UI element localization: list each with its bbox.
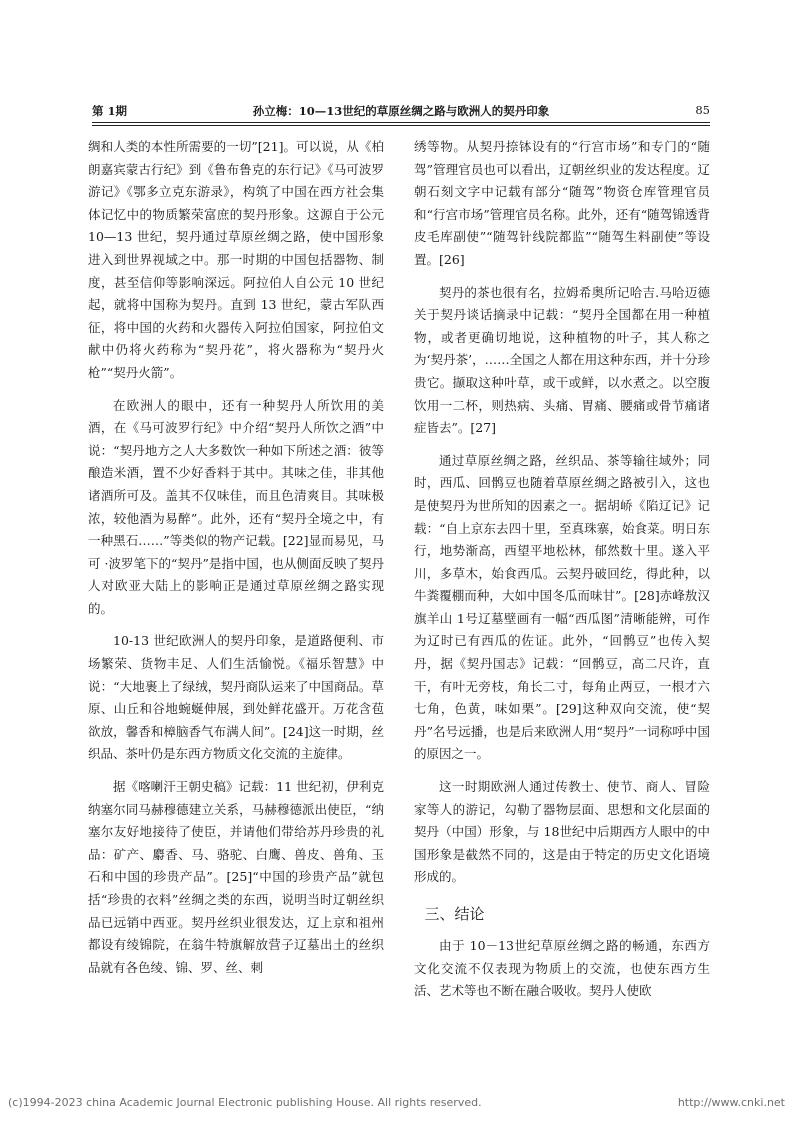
left-column — [88, 136, 384, 979]
section-heading-conclusion: 三、结论 — [424, 905, 485, 923]
page-number: 85 — [695, 103, 710, 117]
footer-url: http://www.cnki.net — [677, 1096, 785, 1109]
issue-label: 第 1期 — [92, 104, 128, 118]
copyright-notice: (c)1994-2023 china Academic Journal Electronic publishing House. All rights reserved. — [8, 1096, 482, 1109]
paragraph: 据《喀喇汗王朝史稿》记载：11 世纪初，伊利克纳塞尔同马赫穆德建立关系，马赫穆德派出使臣，“纳塞尔友好地接待了使臣，并请他们带给苏丹珍贵的礼品：矿产、麝香、马、骆驼、白鹰、兽皮、兽角、玉石和中国的珍贵产品”。[25]“中国的珍贵产品”就包括“珍贵的衣料”丝绸之类的东西，说明当时辽朝丝织品已远销中西亚。契丹丝织业很发达，辽上京和祖州都设有绫锦院，在翁牛特旗解放营子辽墓出土的丝织品就有各色绫、锦、罗、丝、刺 — [88, 779, 384, 975]
conclusion-paragraph: 由于 10－13世纪草原丝绸之路的畅通，东西方文化交流不仅表现为物质上的交流，也使东西方生活、艺术等也不断在融合吸收。契丹人使欧 — [414, 938, 710, 999]
header-rule-bottom — [92, 125, 710, 126]
paragraph: 通过草原丝绸之路，丝织品、茶等输往域外；同时，西瓜、回鹘豆也随着草原丝绸之路被引入，这也是使契丹为世所知的因素之一。据胡峤《陷辽记》记载：“自上京东去四十里，至真珠寨，始食菜。明日东行，地势渐高，西望平地松林，郁然数十里。遂入平川，多草木，始食西瓜。云契丹破回纥，得此种，以牛粪覆棚而种，大如中国冬瓜而味甘”。[28]赤峰敖汉旗羊山 1号辽墓壁画有一幅“西瓜图”清晰能辨，可作为辽时已有西瓜的佐证。此外，“回鹘豆”也传入契丹，据《契丹国志》记载：“回鹘豆，高二尺许，直干，有叶无旁枝，角长二寸，每角止两豆，一根才六七角，色黄，味如栗”。[29]这种双向交流，使“契丹”名号远播，也是后来欧洲人用“契丹”一词称呼中国的原因之一。 — [414, 452, 710, 762]
header-rule-top — [92, 122, 710, 123]
running-header — [92, 103, 710, 121]
page-footer — [8, 1096, 785, 1112]
paragraph: 绣等物。从契丹捺钵设有的“行宫市场”和专门的“随驾”管理官员也可以看出，辽朝丝织业的发达程度。辽朝石刻文字中记载有部分“随驾”物资仓库管理官员和“行宫市场”管理官员名称。此外，还有“随驾锦透背皮毛库副使”“随驾针线院都监”“随驾生料副使”等设置。[26] — [414, 139, 710, 267]
running-title: 孙立梅：10—13世纪的草原丝绸之路与欧洲人的契丹印象 — [252, 104, 550, 118]
paragraph: 在欧洲人的眼中，还有一种契丹人所饮用的美酒，在《马可波罗行纪》中介绍“契丹人所饮之酒”中说：“契丹地方之人大多数饮一种如下所述之酒：彼等酿造米酒，置不少好香料于其中。其味之佳，非其他诸酒所可及。盖其不仅味佳，而且色清爽目。其味极浓，较他酒为易醉”。此外，还有“契丹全境之中，有一种黑石……”等类似的物产记载。[22]显而易见，马可 ·波罗笔下的“契丹”是指中国，也从侧面反映了契丹人对欧亚大陆上的影响正是通过草原丝绸之路实现的。 — [88, 397, 384, 616]
right-column — [414, 136, 710, 1003]
paragraph: 契丹的茶也很有名，拉姆希奥所记哈吉.马哈迈德关于契丹谈话摘录中记载：“契丹全国都在用一种植物，或者更确切地说，这种植物的叶子，其人称之为‘契丹茶’，……全国之人都在用这种东西，并十分珍贵它。撷取这种叶草，或干或鲜，以水煮之。以空腹饮用一二杯，则热病、头痛、胃痛、腰痛或骨节痛诸症皆去”。[27] — [414, 284, 710, 436]
paragraph: 这一时期欧洲人通过传教士、使节、商人、冒险家等人的游记，勾勒了器物层面、思想和文化层面的契丹（中国）形象，与 18世纪中后期西方人眼中的中国形象是截然不同的，这是由于特定的历史文化语境形成的。 — [414, 779, 710, 885]
paragraph: 10-13 世纪欧洲人的契丹印象，是道路便利、市场繁荣、货物丰足、人们生活愉悦。《福乐智慧》中说：“大地裹上了绿绒，契丹商队运来了中国商品。草原、山丘和谷地蜿蜒伸展，到处鲜花盛开。万花含苞欲放，馨香和樟脑香气布满人间”。[24]这一时期，丝织品、茶叶仍是东西方物质文化交流的主旋律。 — [88, 633, 384, 762]
paragraph: 绸和人类的本性所需要的一切”[21]。可以说，从《柏朗嘉宾蒙古行纪》到《鲁布鲁克的东行记》《马可波罗游记》《鄂多立克东游录》，构筑了中国在西方社会集体记忆中的物质繁荣富庶的契丹形象。这源自于公元 10—13 世纪，契丹通过草原丝绸之路，使中国形象进入到世界视域之中。那一时期的中国包括器物、制度，甚至信仰等影响深远。阿拉伯人自公元 10 世纪起，就将中国称为契丹。直到 13 世纪，蒙古军队西征，将中国的火药和火器传入阿拉伯国家，阿拉伯文献中仍将火药称为“契丹花”，将火器称为“契丹火枪”“契丹火箭”。 — [88, 139, 384, 380]
